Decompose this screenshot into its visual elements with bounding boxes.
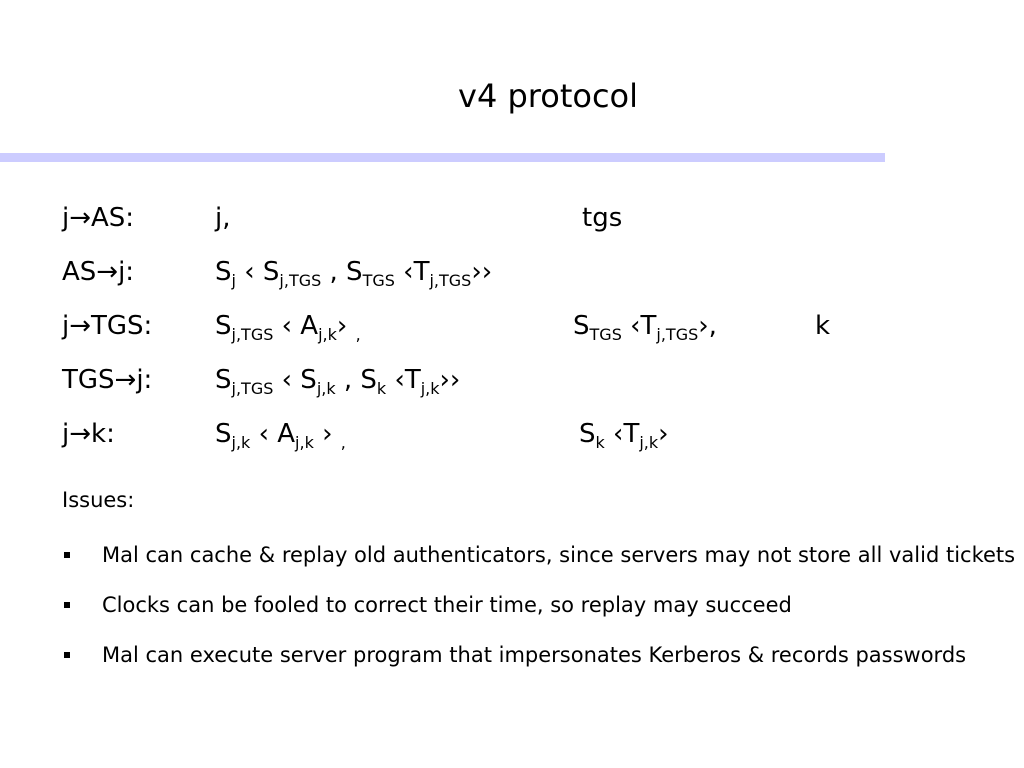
message-text: › <box>658 419 669 449</box>
message-subscript: TGS <box>589 325 622 344</box>
protocol-step-4 <box>0 364 1024 404</box>
message-subscript: j,k <box>295 433 314 452</box>
message-subscript: j,TGS <box>231 379 274 398</box>
message-text: ‹T <box>621 311 657 341</box>
message-text: S <box>573 311 590 341</box>
message-text: ‹T <box>386 365 421 395</box>
bullet-icon <box>64 652 70 658</box>
message-text: › <box>313 419 341 449</box>
step-message: j, <box>215 203 231 233</box>
step-sender: TGS→j: <box>62 365 153 395</box>
message-text: S <box>579 419 596 449</box>
message-text: ‹ S <box>235 257 280 287</box>
message-text: › <box>336 311 356 341</box>
message-subscript: j,TGS <box>429 271 472 290</box>
message-subscript: j,TGS <box>279 271 322 290</box>
bullet-icon <box>64 602 70 608</box>
message-text: S <box>215 365 232 395</box>
issues-heading: Issues: <box>62 488 135 512</box>
issue-text: Clocks can be fooled to correct their time, so replay may succeed <box>102 593 792 617</box>
step-message <box>215 418 346 450</box>
issue-item <box>62 584 1022 627</box>
step-message <box>215 256 492 288</box>
message-subscript: k <box>376 379 387 398</box>
message-text: S <box>215 419 232 449</box>
step-sender: j→TGS: <box>62 311 153 341</box>
step-extra <box>573 310 717 342</box>
step-message <box>215 364 460 396</box>
issues-list <box>62 534 1022 684</box>
message-text: ‹ S <box>273 365 317 395</box>
protocol-step-2 <box>0 256 1024 296</box>
slide-title: v4 protocol <box>458 77 638 115</box>
message-subscript: j,TGS <box>656 325 699 344</box>
step-extra <box>579 418 669 450</box>
message-subscript: TGS <box>362 271 395 290</box>
message-text: ‹ A <box>250 419 296 449</box>
message-subscript: j,k <box>231 433 251 452</box>
message-text: , S <box>335 365 377 395</box>
message-subscript: k <box>595 433 605 452</box>
message-subscript: , <box>355 325 361 344</box>
message-text: ›, <box>698 311 717 341</box>
issue-text: Mal can execute server program that impersonates Kerberos & records passwords <box>102 643 967 667</box>
message-text: S <box>215 311 232 341</box>
message-text: ‹ A <box>273 311 319 341</box>
step-sender: AS→j: <box>62 257 135 287</box>
message-text: ›› <box>439 365 461 395</box>
message-text: ›› <box>471 257 493 287</box>
issue-text: Mal can cache & replay old authenticators, since servers may not store all valid tickets <box>102 543 1016 567</box>
issue-item <box>62 534 1022 577</box>
message-text: S <box>215 257 232 287</box>
bullet-icon <box>64 552 70 558</box>
message-subscript: , <box>340 433 346 452</box>
protocol-step-3 <box>0 310 1024 350</box>
message-subscript: j <box>231 271 236 290</box>
step-tail: k <box>815 311 831 341</box>
message-subscript: j,k <box>420 379 440 398</box>
message-subscript: j,k <box>316 379 336 398</box>
step-sender: j→k: <box>62 419 115 449</box>
step-extra: tgs <box>582 203 623 233</box>
message-subscript: j,k <box>639 433 659 452</box>
protocol-step-5 <box>0 418 1024 458</box>
message-subscript: j,k <box>318 325 337 344</box>
protocol-step-1 <box>0 202 1024 242</box>
message-text: ‹T <box>604 419 640 449</box>
step-message <box>215 310 361 342</box>
message-text: ‹T <box>394 257 430 287</box>
issue-item <box>62 634 1022 677</box>
title-underline <box>0 153 885 162</box>
message-subscript: j,TGS <box>231 325 274 344</box>
step-sender: j→AS: <box>62 203 135 233</box>
message-text: , S <box>321 257 363 287</box>
